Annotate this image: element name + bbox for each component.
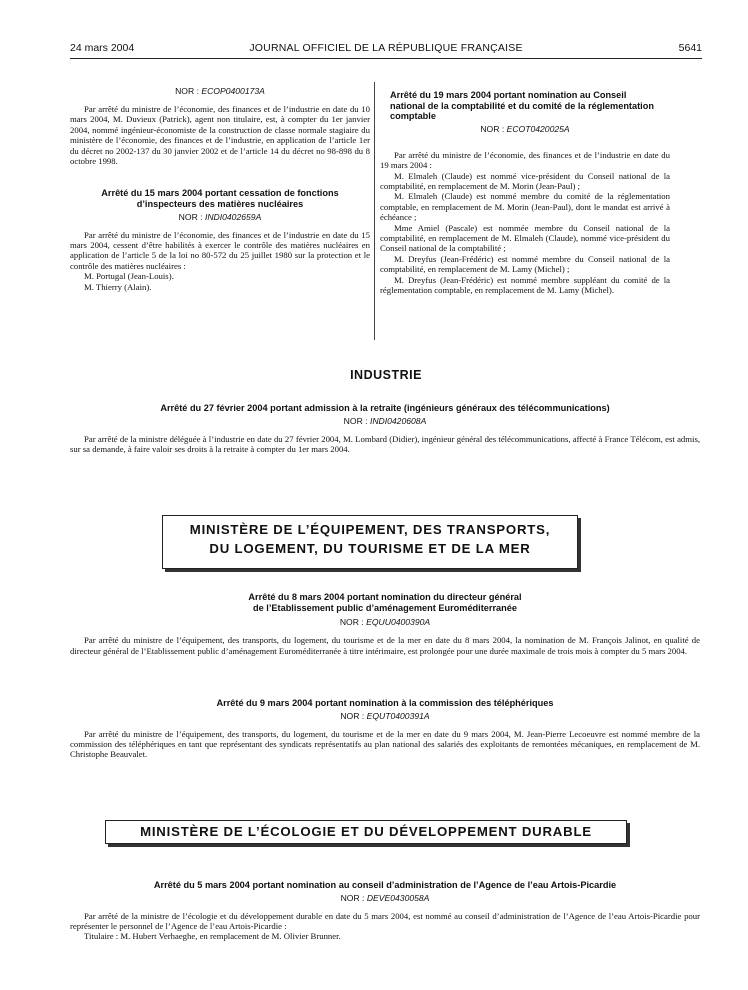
article-title: Arrêté du 8 mars 2004 portant nomination du directeur général de l’Etablissement public d’aménagement Euroméditerranée <box>248 592 522 613</box>
article-telepheriques <box>70 698 700 760</box>
left-column <box>70 82 370 292</box>
header-journal-title: JOURNAL OFFICIEL DE LA RÉPUBLIQUE FRANÇAISE <box>249 42 523 54</box>
ministry-box-equipement <box>162 515 578 569</box>
article-text: M. Dreyfus (Jean-Frédéric) est nommé membre du Conseil national de la comptabilité, en remplacement de M. Lamy (Michel) ; <box>380 253 670 275</box>
article-text: Par arrêté du ministre de l’équipement, des transports, du logement, du tourisme et de la mer en date du 9 mars 2004, M. Jean-Pierre Lecoeuvre est nommé membre de la commission des téléphériques en tant que représentant des syndicats représentatifs au plan national des salariés des exploitants de remontées mécaniques, en remplacement de M. Christophe Beauvalet. <box>70 728 700 760</box>
header-date: 24 mars 2004 <box>70 42 135 54</box>
list-item: M. Thierry (Alain). <box>84 281 152 292</box>
article-text: M. Dreyfus (Jean-Frédéric) est nommé membre suppléant du comité de la réglementation comptable, en remplacement de M. Lamy (Michel). <box>380 274 670 296</box>
article-text: Par arrêté du ministre de l’économie, des finances et de l’industrie en date du 15 mars 2004, cessent d’être habilités à exercer le contrôle des matières nucléaires en application de l’article 5 de la loi no 80-572 du 25 juillet 1980 sur la protection et le contrôle des matières nucléaires : <box>70 229 370 271</box>
nor-code: ECOP0400173A <box>201 86 265 96</box>
article-industrie <box>70 403 700 454</box>
article-text: Par arrêté du ministre de l’économie, des finances et de l’industrie en date du 19 mars 2004 : <box>380 149 670 171</box>
article-agence-eau <box>70 880 700 942</box>
article-title: Arrêté du 5 mars 2004 portant nomination au conseil d’administration de l’Agence de l’eau Artois-Picardie <box>153 880 617 890</box>
article-title: Arrêté du 27 février 2004 portant admission à la retraite (ingénieurs généraux des télécommunications) <box>160 403 610 413</box>
nor-line: NOR : EQUT0400391A <box>340 710 430 721</box>
article-text: Par arrêté du ministre de l’équipement, des transports, du logement, du tourisme et de la mer en date du 8 mars 2004, la nomination de M. François Jalinot, en qualité de directeur général de l’Etablissement public d’aménagement Euroméditerranée à titre intérimaire, est prolongée pour une durée maximale de trois mois à compter du 5 mars 2004. <box>70 635 700 656</box>
column-divider <box>374 82 375 340</box>
article-text: Par arrêté de la ministre de l’écologie et du développement durable en date du 5 mars 2004, est nommé au conseil d’administration de l’Agence de l’eau Artois-Picardie pour représenter le personnel de l’Agence de l’eau Artois-Picardie : <box>70 910 700 931</box>
article-text: Mme Amiel (Pascale) est nommée membre du Conseil national de la comptabilité, en remplacement de M. Elmaleh (Claude), nommé vice-président du Conseil national de la comptabilité ; <box>380 222 670 254</box>
article-text: Par arrêté de la ministre déléguée à l’industrie en date du 27 février 2004, M. Lombard (Didier), ingénieur général des télécommunications, affecté à France Télécom, est admis, sur sa demande, à faire valoir ses droits à la retraite à compter du 1er mars 2004. <box>70 433 700 454</box>
nor-line: NOR : INDI0420608A <box>343 415 427 426</box>
nor-code: INDI0402659A <box>204 211 262 222</box>
nor-line: NOR : INDI0402659A <box>178 211 262 222</box>
article-euromediterranee <box>70 592 700 656</box>
article-text: M. Elmaleh (Claude) est nommé vice-président du Conseil national de la comptabilité, en remplacement de M. Morin (Jean-Paul) ; <box>380 170 670 191</box>
ministry-name-line: MINISTÈRE DE L’ÉQUIPEMENT, DES TRANSPORTS, <box>189 522 551 537</box>
section-heading-industrie: INDUSTRIE <box>350 368 422 382</box>
article-text: Par arrêté du ministre de l’économie, des finances et de l’industrie en date du 10 mars 2004, M. Duvieux (Patrick), agent non titulaire, est, à compter du 1er janvier 2004, nommé ingénieur-économiste de la construction de classe normale stagiaire du ministère de l’économie, des finances et de l’industrie, en application de l’article 1er du décret no 2002-137 du 30 janvier 2002 et de l’article 14 du décret no 98-898 du 8 octobre 1998. <box>70 104 370 167</box>
list-item: M. Portugal (Jean-Louis). <box>84 271 174 282</box>
ministry-box-ecologie: MINISTÈRE DE L’ÉCOLOGIE ET DU DÉVELOPPEMENT DURABLE <box>105 820 627 844</box>
nor-code: DEVE0430058A <box>366 892 430 903</box>
article-title: Arrêté du 19 mars 2004 portant nomination au Conseil national de la comptabilité et du comité de la réglementation comptable <box>390 90 654 122</box>
nor-line: NOR : ECOT0420025A <box>480 123 570 134</box>
list-item: Titulaire : M. Hubert Verhaeghe, en remplacement de M. Olivier Brunner. <box>84 931 341 942</box>
nor-code: EQUU0400390A <box>366 617 431 628</box>
nor-line: NOR : DEVE0430058A <box>340 892 430 903</box>
right-column <box>380 82 670 295</box>
article-title: Arrêté du 9 mars 2004 portant nomination à la commission des téléphériques <box>216 698 554 708</box>
nor-line: NOR : ECOP0400173A <box>175 86 265 96</box>
page-header <box>70 42 702 59</box>
nor-code: EQUT0400391A <box>366 710 430 721</box>
article-title: Arrêté du 15 mars 2004 portant cessation de fonctions d’inspecteurs des matières nucléaires <box>101 188 339 210</box>
nor-line: NOR : EQUU0400390A <box>339 617 431 628</box>
article-text: M. Elmaleh (Claude) est nommé membre du comité de la réglementation comptable, en remplacement de M. Morin (Jean-Paul), dont le mandat est arrivé à échéance ; <box>380 191 670 223</box>
header-page-number: 5641 <box>678 42 702 54</box>
ministry-name-line: DU LOGEMENT, DU TOURISME ET DE LA MER <box>209 541 531 556</box>
nor-code: ECOT0420025A <box>506 123 570 134</box>
nor-code: INDI0420608A <box>369 415 427 426</box>
